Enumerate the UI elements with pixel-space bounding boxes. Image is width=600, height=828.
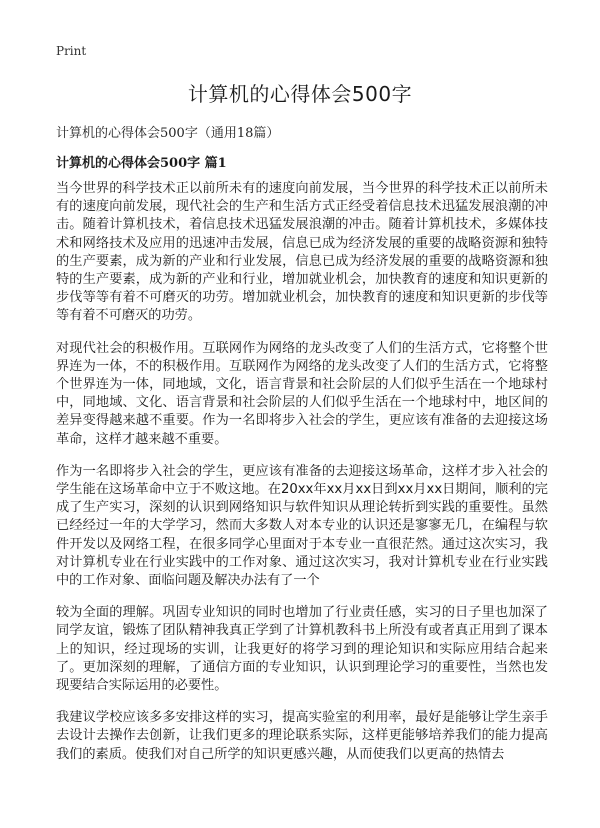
paragraph-4: 较为全面的理解。巩固专业知识的同时也增加了行业责任感，实习的日子里也加深了同学友谊，锻炼了团队精神我真正学到了计算机教科书上所没有或者真正用到了课本上的知识，经过现场的实训，让我更好的将学习到的理论知识和实际应用结合起来了。更加深刻的理解，了通信方面的专业知识，认识到理论学习的重要性，当然也发现要结合实际运用的必要性。 [56, 605, 548, 694]
paragraph-2: 对现代社会的积极作用。互联网作为网络的龙头改变了人们的生活方式，它将整个世界连为一体，不的积极作用。互联网作为网络的龙头改变了人们的生活方式，它将整个世界连为一体，同地域，文化，语言背景和社会阶层的人们似乎生活在一个地球村中，同地域、文化、语言背景和社会阶层的人们似乎生活在一个地球村中，地区间的差异变得越来越不重要。作为一名即将步入社会的学生，更应该有准备的去迎接这场革命，这样才越来越不重要。 [56, 340, 548, 447]
document-subtitle: 计算机的心得体会500字（通用18篇） [56, 126, 280, 141]
print-link[interactable]: Print [56, 44, 87, 58]
paragraph-1: 当今世界的科学技术正以前所未有的速度向前发展，当今世界的科学技术正以前所未有的速度向前发展，现代社会的生产和生活方式正经受着信息技术迅猛发展浪潮的冲击。随着计算机技术，着信息技术迅猛发展浪潮的冲击。随着计算机技术，多媒体技术和网络技术及应用的迅速冲击发展，信息已成为经济发展的重要的战略资源和独特的生产要素，成为新的产业和行业发展，信息已成为经济发展的重要的战略资源和独特的生产要素，成为新的产业和行业，增加就业机会，加快教育的速度和知识更新的步伐等等有着不可磨灭的功劳。增加就业机会，加快教育的速度和知识更新的步伐等等有着不可磨灭的功劳。 [56, 181, 548, 324]
section-heading: 计算机的心得体会500字 篇1 [56, 156, 227, 171]
paragraph-5: 我建议学校应该多多安排这样的实习，提高实验室的利用率，最好是能够让学生亲手去设计去操作去创新，让我们更多的理论联系实际，这样更能够培养我们的能力提高我们的素质。使我们对自己所学的知识更感兴趣，从而使我们以更高的热情去 [56, 710, 548, 762]
article-body [56, 180, 548, 778]
paragraph-3: 作为一名即将步入社会的学生，更应该有准备的去迎接这场革命，这样才步入社会的学生能在这场革命中立于不败这地。在20xx年xx月xx日到xx月xx日期间，顺利的完成了生产实习，深刻的认识到网络知识与软件知识从理论转折到实践的重要性。虽然已经经过一年的大学学习，然而大多数人对本专业的认识还是寥寥无几，在编程与软件开发以及网络工程，在很多同学心里面对于本专业一直很茫然。通过这次实习，我对计算机专业在行业实践中的工作对象、通过这次实习，我对计算机专业在行业实践中的工作对象、面临问题及解决办法有了一个 [56, 463, 548, 589]
page-title: 计算机的心得体会500字 [187, 82, 413, 106]
